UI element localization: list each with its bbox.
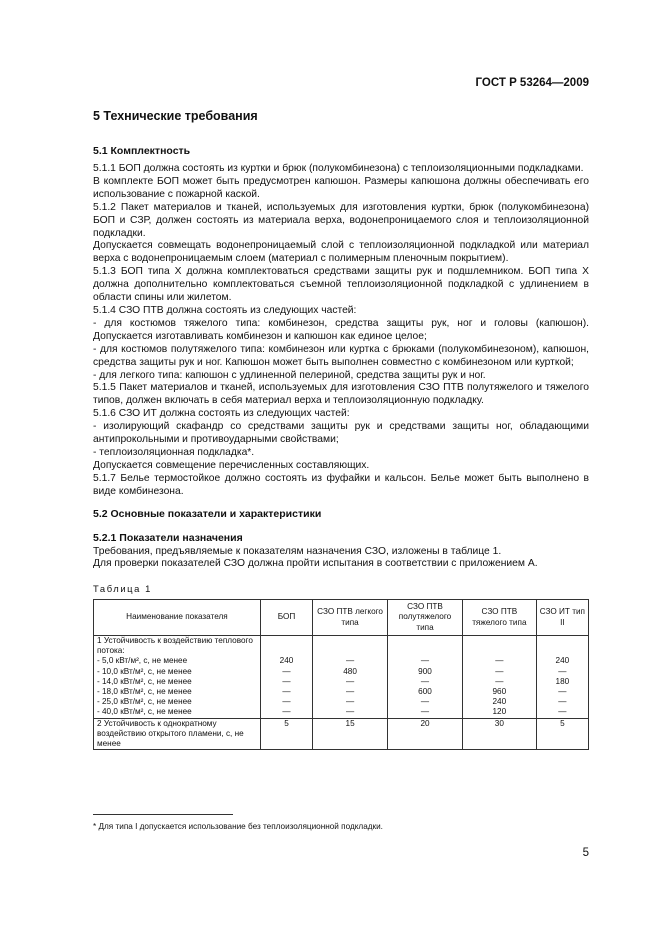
table-row [94,697,589,707]
section-title: 5 Технические требования [93,109,258,123]
value-cell: 120 [462,707,536,718]
value-cell: — [462,656,536,666]
footnote-divider [93,814,233,815]
subsection-title-5-1: 5.1 Комплектность [93,145,191,157]
paragraph: - для легкого типа: капюшон с удлиненной пелериной, средства защиты рук и ног. [93,369,486,381]
value-cell: 5 [260,718,312,750]
paragraph: 5.1.1 БОП должна состоять из куртки и брюк (полукомбинезона) с теплоизоляционными подкладками. [93,163,584,174]
value-cell: — [536,667,588,677]
paragraph: Требования, предъявляемые к показателям назначения СЗО, изложены в таблице 1. [93,545,502,557]
value-cell: — [462,677,536,687]
value-cell: — [388,656,463,666]
value-cell: — [260,677,312,687]
value-cell [313,635,388,656]
document-code: ГОСТ Р 53264—2009 [475,77,589,89]
subsection-5-1-body [93,163,589,499]
value-cell: 20 [388,718,463,750]
subsection-5-2-1-body [93,546,589,572]
paragraph: - изолирующий скафандр со средствами защиты рук и средствами защиты ног, обладающими антипрокольными и противоударными свойствами; [93,421,589,446]
value-cell: — [388,707,463,718]
value-cell [260,635,312,656]
value-cell: 30 [462,718,536,750]
subsection-title-5-2-1: 5.2.1 Показатели назначения [93,531,243,544]
paragraph: 5.1.6 СЗО ИТ должна состоять из следующих частей: [93,408,350,420]
paragraph: 5.1.4 СЗО ПТВ должна состоять из следующих частей: [93,304,357,316]
paragraph: 5.1.2 Пакет материалов и тканей, используемых для изготовления куртки, брюк (полукомбинезона) БОП и СЗР, должен состоять из материала верха, водонепроницаемого слоя и теплоизоляционной подкладки. [93,201,589,239]
table-row [94,635,589,656]
header-cell: СЗО ИТ тип II [536,600,588,636]
header-cell: Наименование показателя [94,600,261,636]
value-cell: 480 [313,667,388,677]
paragraph: 5.1.5 Пакет материалов и тканей, используемых для изготовления СЗО ПТВ полутяжелого и тяжелого типов, должен включать в себя материал верха и теплоизоляционную подкладку. [93,382,589,407]
value-cell: 960 [462,687,536,697]
requirements-table [93,599,589,750]
value-cell: 240 [536,656,588,666]
value-cell: — [536,707,588,718]
paragraph: 5.1.3 БОП типа Х должна комплектоваться средствами защиты рук и подшлемником. БОП типа Х должна дополнительно комплектоваться съемной теплоизоляционной подкладкой с удлинением в области спины или жилетом. [93,266,589,304]
value-cell: — [462,667,536,677]
table-row [94,677,589,687]
header-cell: БОП [260,600,312,636]
row-label-cell: - 18,0 кВт/м², с, не менее [94,687,261,697]
value-cell: — [260,697,312,707]
table-row [94,667,589,677]
table-header-row [94,600,589,636]
value-cell: — [536,687,588,697]
table-caption: Таблица 1 [93,583,152,595]
value-cell: 5 [536,718,588,750]
value-cell: 240 [260,656,312,666]
paragraph: Допускается совмещать водонепроницаемый слой с теплоизоляционной подкладкой или материал верха с водонепроницаемым слоем (материал с полимерным пленочным покрытием). [93,240,589,265]
page-content [93,109,589,750]
value-cell: — [388,697,463,707]
paragraph: 5.1.7 Белье термостойкое должно состоять из фуфайки и кальсон. Белье может быть выполнено в виде комбинезона. [93,472,589,497]
value-cell [462,635,536,656]
paragraph: Для проверки показателей СЗО должна пройти испытания в соответствии с приложением А. [93,558,538,570]
header-cell: СЗО ПТВ тяжелого типа [462,600,536,636]
row-label-cell: - 5,0 кВт/м², с, не менее [94,656,261,666]
paragraph: Допускается совмещение перечисленных составляющих. [93,459,370,471]
page-number: 5 [582,847,589,859]
table-row [94,707,589,718]
header-cell: СЗО ПТВ полутяжелого типа [388,600,463,636]
paragraph: - теплоизоляционная подкладка*. [93,446,255,458]
value-cell: — [260,707,312,718]
value-cell: 900 [388,667,463,677]
row-label-cell: 2 Устойчивость к однократному воздействию открытого пламени, с, не менее [94,718,261,750]
value-cell: — [536,697,588,707]
table-row [94,718,589,750]
value-cell: — [260,687,312,697]
row-label-cell: 1 Устойчивость к воздействию теплового потока: [94,635,261,656]
value-cell: — [313,656,388,666]
paragraph: - для костюмов тяжелого типа: комбинезон, средства защиты рук, ног и головы (капюшон). Допускается изготавливать комбинезон и капюшон как единое целое; [93,317,589,342]
row-label-cell: - 14,0 кВт/м², с, не менее [94,677,261,687]
value-cell: 180 [536,677,588,687]
table-row [94,687,589,697]
header-cell: СЗО ПТВ легкого типа [313,600,388,636]
value-cell: — [313,687,388,697]
value-cell: — [313,677,388,687]
value-cell: 15 [313,718,388,750]
value-cell: 240 [462,697,536,707]
value-cell [536,635,588,656]
paragraph: - для костюмов полутяжелого типа: комбинезон или куртка с брюками (полукомбинезоном), капюшон, средства защиты рук и ног. Капюшон может быть выполнен совместно с комбинезоном или курткой; [93,343,589,368]
subsection-title-5-2: 5.2 Основные показатели и характеристики [93,507,322,520]
value-cell: 600 [388,687,463,697]
paragraph: В комплекте БОП может быть предусмотрен капюшон. Размеры капюшона должны обеспечивать его использование с пожарной каской. [93,175,589,200]
value-cell: — [313,697,388,707]
value-cell: — [260,667,312,677]
value-cell [388,635,463,656]
row-label-cell: - 25,0 кВт/м², с, не менее [94,697,261,707]
value-cell: — [388,677,463,687]
footnote: * Для типа I допускается использование без теплоизоляционной подкладки. [93,822,383,831]
row-label-cell: - 40,0 кВт/м², с, не менее [94,707,261,718]
table-row [94,656,589,666]
value-cell: — [313,707,388,718]
row-label-cell: - 10,0 кВт/м², с, не менее [94,667,261,677]
